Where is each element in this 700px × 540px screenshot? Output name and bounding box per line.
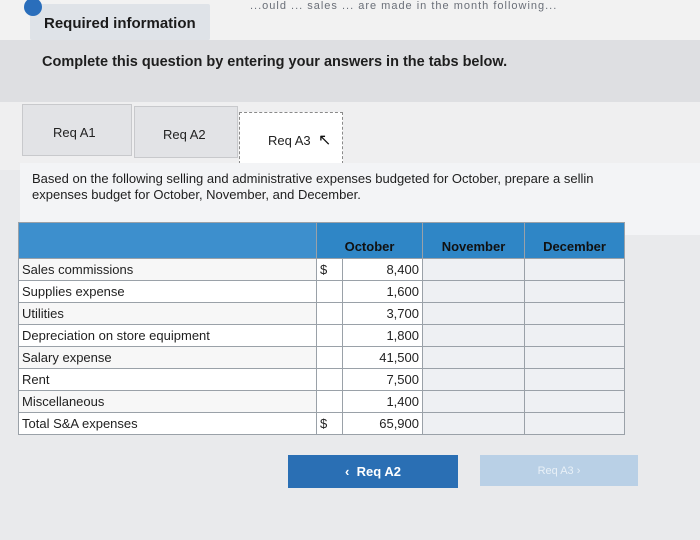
header-december: December bbox=[525, 223, 625, 259]
november-input[interactable] bbox=[423, 259, 525, 281]
december-input[interactable] bbox=[525, 347, 625, 369]
october-value: 65,900 bbox=[343, 413, 423, 435]
october-value: 41,500 bbox=[343, 347, 423, 369]
november-input[interactable] bbox=[423, 325, 525, 347]
currency-symbol bbox=[317, 347, 343, 369]
october-value: 1,800 bbox=[343, 325, 423, 347]
row-label: Salary expense bbox=[19, 347, 317, 369]
october-value: 1,600 bbox=[343, 281, 423, 303]
table-row bbox=[19, 413, 625, 435]
budget-table bbox=[18, 222, 624, 435]
december-input[interactable] bbox=[525, 413, 625, 435]
december-input[interactable] bbox=[525, 281, 625, 303]
faded-header-text: ...ould ... sales ... are made in the month following... bbox=[250, 0, 558, 12]
table-row bbox=[19, 369, 625, 391]
currency-symbol: $ bbox=[317, 259, 343, 281]
table-row bbox=[19, 391, 625, 413]
table-row bbox=[19, 325, 625, 347]
row-label: Sales commissions bbox=[19, 259, 317, 281]
october-value: 8,400 bbox=[343, 259, 423, 281]
tab-label: Req A3 bbox=[268, 133, 311, 148]
next-req-a3-button[interactable] bbox=[480, 455, 638, 486]
header-november: November bbox=[423, 223, 525, 259]
header-october: October bbox=[317, 223, 423, 259]
prev-req-a2-button[interactable] bbox=[288, 455, 458, 488]
tab-label: Req A2 bbox=[163, 127, 206, 142]
table-row bbox=[19, 281, 625, 303]
currency-symbol bbox=[317, 303, 343, 325]
october-value: 3,700 bbox=[343, 303, 423, 325]
december-input[interactable] bbox=[525, 369, 625, 391]
chevron-left-icon: ‹ bbox=[345, 464, 350, 479]
table-row bbox=[19, 259, 625, 281]
october-value: 1,400 bbox=[343, 391, 423, 413]
currency-symbol bbox=[317, 369, 343, 391]
chevron-right-icon: › bbox=[576, 464, 581, 477]
row-label: Rent bbox=[19, 369, 317, 391]
october-value: 7,500 bbox=[343, 369, 423, 391]
row-label: Supplies expense bbox=[19, 281, 317, 303]
november-input[interactable] bbox=[423, 413, 525, 435]
currency-symbol: $ bbox=[317, 413, 343, 435]
december-input[interactable] bbox=[525, 303, 625, 325]
currency-symbol bbox=[317, 391, 343, 413]
november-input[interactable] bbox=[423, 369, 525, 391]
december-input[interactable] bbox=[525, 325, 625, 347]
november-input[interactable] bbox=[423, 281, 525, 303]
next-button-label: Req A3 bbox=[537, 464, 574, 477]
december-input[interactable] bbox=[525, 259, 625, 281]
question-prompt: Based on the following selling and administrative expenses budgeted for October, prepare a sellin expenses budget for October, November, and December. bbox=[32, 171, 594, 202]
currency-symbol bbox=[317, 325, 343, 347]
row-label: Total S&A expenses bbox=[19, 413, 317, 435]
tab-label: Req A1 bbox=[53, 125, 96, 140]
currency-symbol bbox=[317, 281, 343, 303]
mouse-cursor-icon: ↖ bbox=[318, 132, 332, 149]
row-label: Depreciation on store equipment bbox=[19, 325, 317, 347]
table-row bbox=[19, 303, 625, 325]
instructions-text: Complete this question by entering your answers in the tabs below. bbox=[42, 54, 508, 70]
tab-req-a2[interactable] bbox=[134, 106, 238, 158]
november-input[interactable] bbox=[423, 303, 525, 325]
instructions-bar bbox=[0, 40, 700, 102]
december-input[interactable] bbox=[525, 391, 625, 413]
november-input[interactable] bbox=[423, 347, 525, 369]
row-label: Utilities bbox=[19, 303, 317, 325]
tab-req-a1[interactable] bbox=[22, 104, 132, 156]
required-info-header bbox=[30, 4, 210, 40]
row-label: Miscellaneous bbox=[19, 391, 317, 413]
header-blank bbox=[19, 223, 317, 259]
info-badge-icon bbox=[24, 0, 42, 16]
november-input[interactable] bbox=[423, 391, 525, 413]
table-row bbox=[19, 347, 625, 369]
required-info-title: Required information bbox=[44, 15, 196, 32]
prev-button-label: Req A2 bbox=[356, 464, 401, 479]
